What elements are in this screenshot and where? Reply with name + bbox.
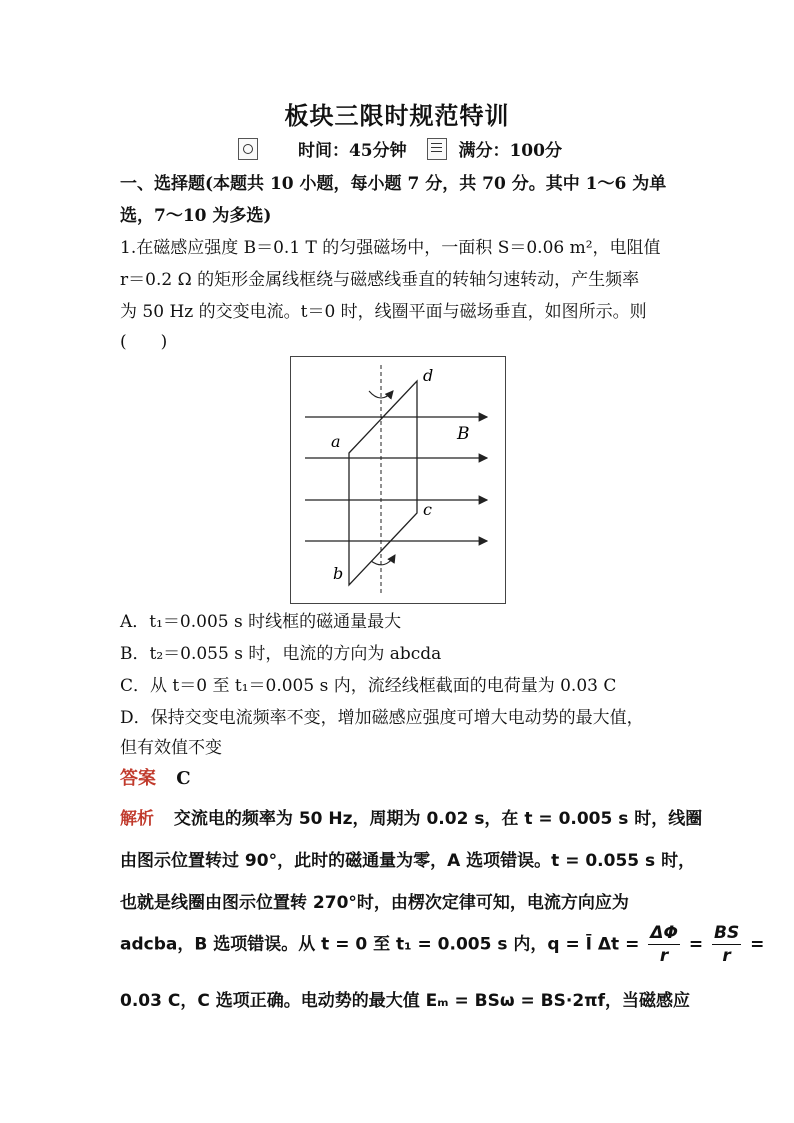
explanation-label: 解析: [120, 809, 154, 829]
option-b: B．t₂＝0.055 s 时，电流的方向为 abcda: [120, 644, 442, 664]
option-d-line2: 但有效值不变: [120, 738, 222, 758]
question-line2: r＝0.2 Ω 的矩形金属线框绕与磁感线垂直的转轴匀速转动，产生频率: [120, 270, 640, 290]
page-title: 板块三限时规范特训: [284, 101, 510, 130]
label-a: a: [331, 432, 341, 451]
fraction-flux: $\frac{\Delta\Phi}{r}$: [650, 923, 678, 966]
coil-diagram: [290, 356, 506, 604]
rotation-arrow-bottom: [371, 555, 395, 565]
time-limit: 时间：45分钟: [297, 141, 407, 161]
option-d-line1: D．保持交变电流频率不变，增加磁感应强度可增大电动势的最大值，: [120, 708, 644, 728]
explanation-line4: adcba，B 选项错误。从 t = 0 至 t₁ = 0.005 s 内，q = Ī Δt = $\frac{\Delta\Phi}{r}$ = $\frac{BS}{r}$ =: [120, 923, 765, 966]
time-score-bar: [0, 136, 794, 161]
fraction-bs: $\frac{BS}{r}$: [713, 923, 740, 966]
answer-row: [120, 764, 191, 790]
paper-icon: [427, 138, 447, 160]
explanation-line2: 由图示位置转过 90°，此时的磁通量为零，A 选项错误。t = 0.055 s 时，: [120, 851, 696, 871]
label-b-field: B: [457, 424, 470, 444]
label-c: c: [423, 500, 432, 519]
explanation-line1: 解析 交流电的频率为 50 Hz，周期为 0.02 s，在 t = 0.005 s 时，线圈: [120, 809, 703, 829]
answer-label: 答案: [120, 768, 156, 789]
section-heading-line2: 选，7～10 为多选): [120, 206, 272, 226]
answer-value: C: [176, 768, 191, 789]
coil-frame: [349, 381, 417, 585]
full-score: 满分：100分: [458, 141, 562, 161]
explanation-line3: 也就是线圈由图示位置转 270°时，由楞次定律可知，电流方向应为: [120, 893, 629, 913]
question-line1: 1.在磁感应强度 B＝0.1 T 的匀强磁场中，一面积 S＝0.06 m²，电阻值: [120, 238, 661, 258]
clock-icon: [238, 138, 258, 160]
explanation-line5: 0.03 C，C 选项正确。电动势的最大值 Eₘ = BSω = BS·2πf，当磁感应: [120, 991, 691, 1011]
option-c: C．从 t＝0 至 t₁＝0.005 s 内，流经线框截面的电荷量为 0.03 C: [120, 676, 617, 696]
label-d: d: [423, 366, 434, 385]
option-a: A．t₁＝0.005 s 时线框的磁通量最大: [120, 612, 402, 632]
question-line4: ( ): [120, 332, 168, 352]
section-heading-line1: 一、选择题(本题共 10 小题，每小题 7 分，共 70 分。其中 1～6 为单: [120, 174, 667, 194]
question-line3: 为 50 Hz 的交变电流。t＝0 时，线圈平面与磁场垂直，如图所示。则: [120, 302, 647, 322]
label-b: b: [333, 564, 344, 583]
